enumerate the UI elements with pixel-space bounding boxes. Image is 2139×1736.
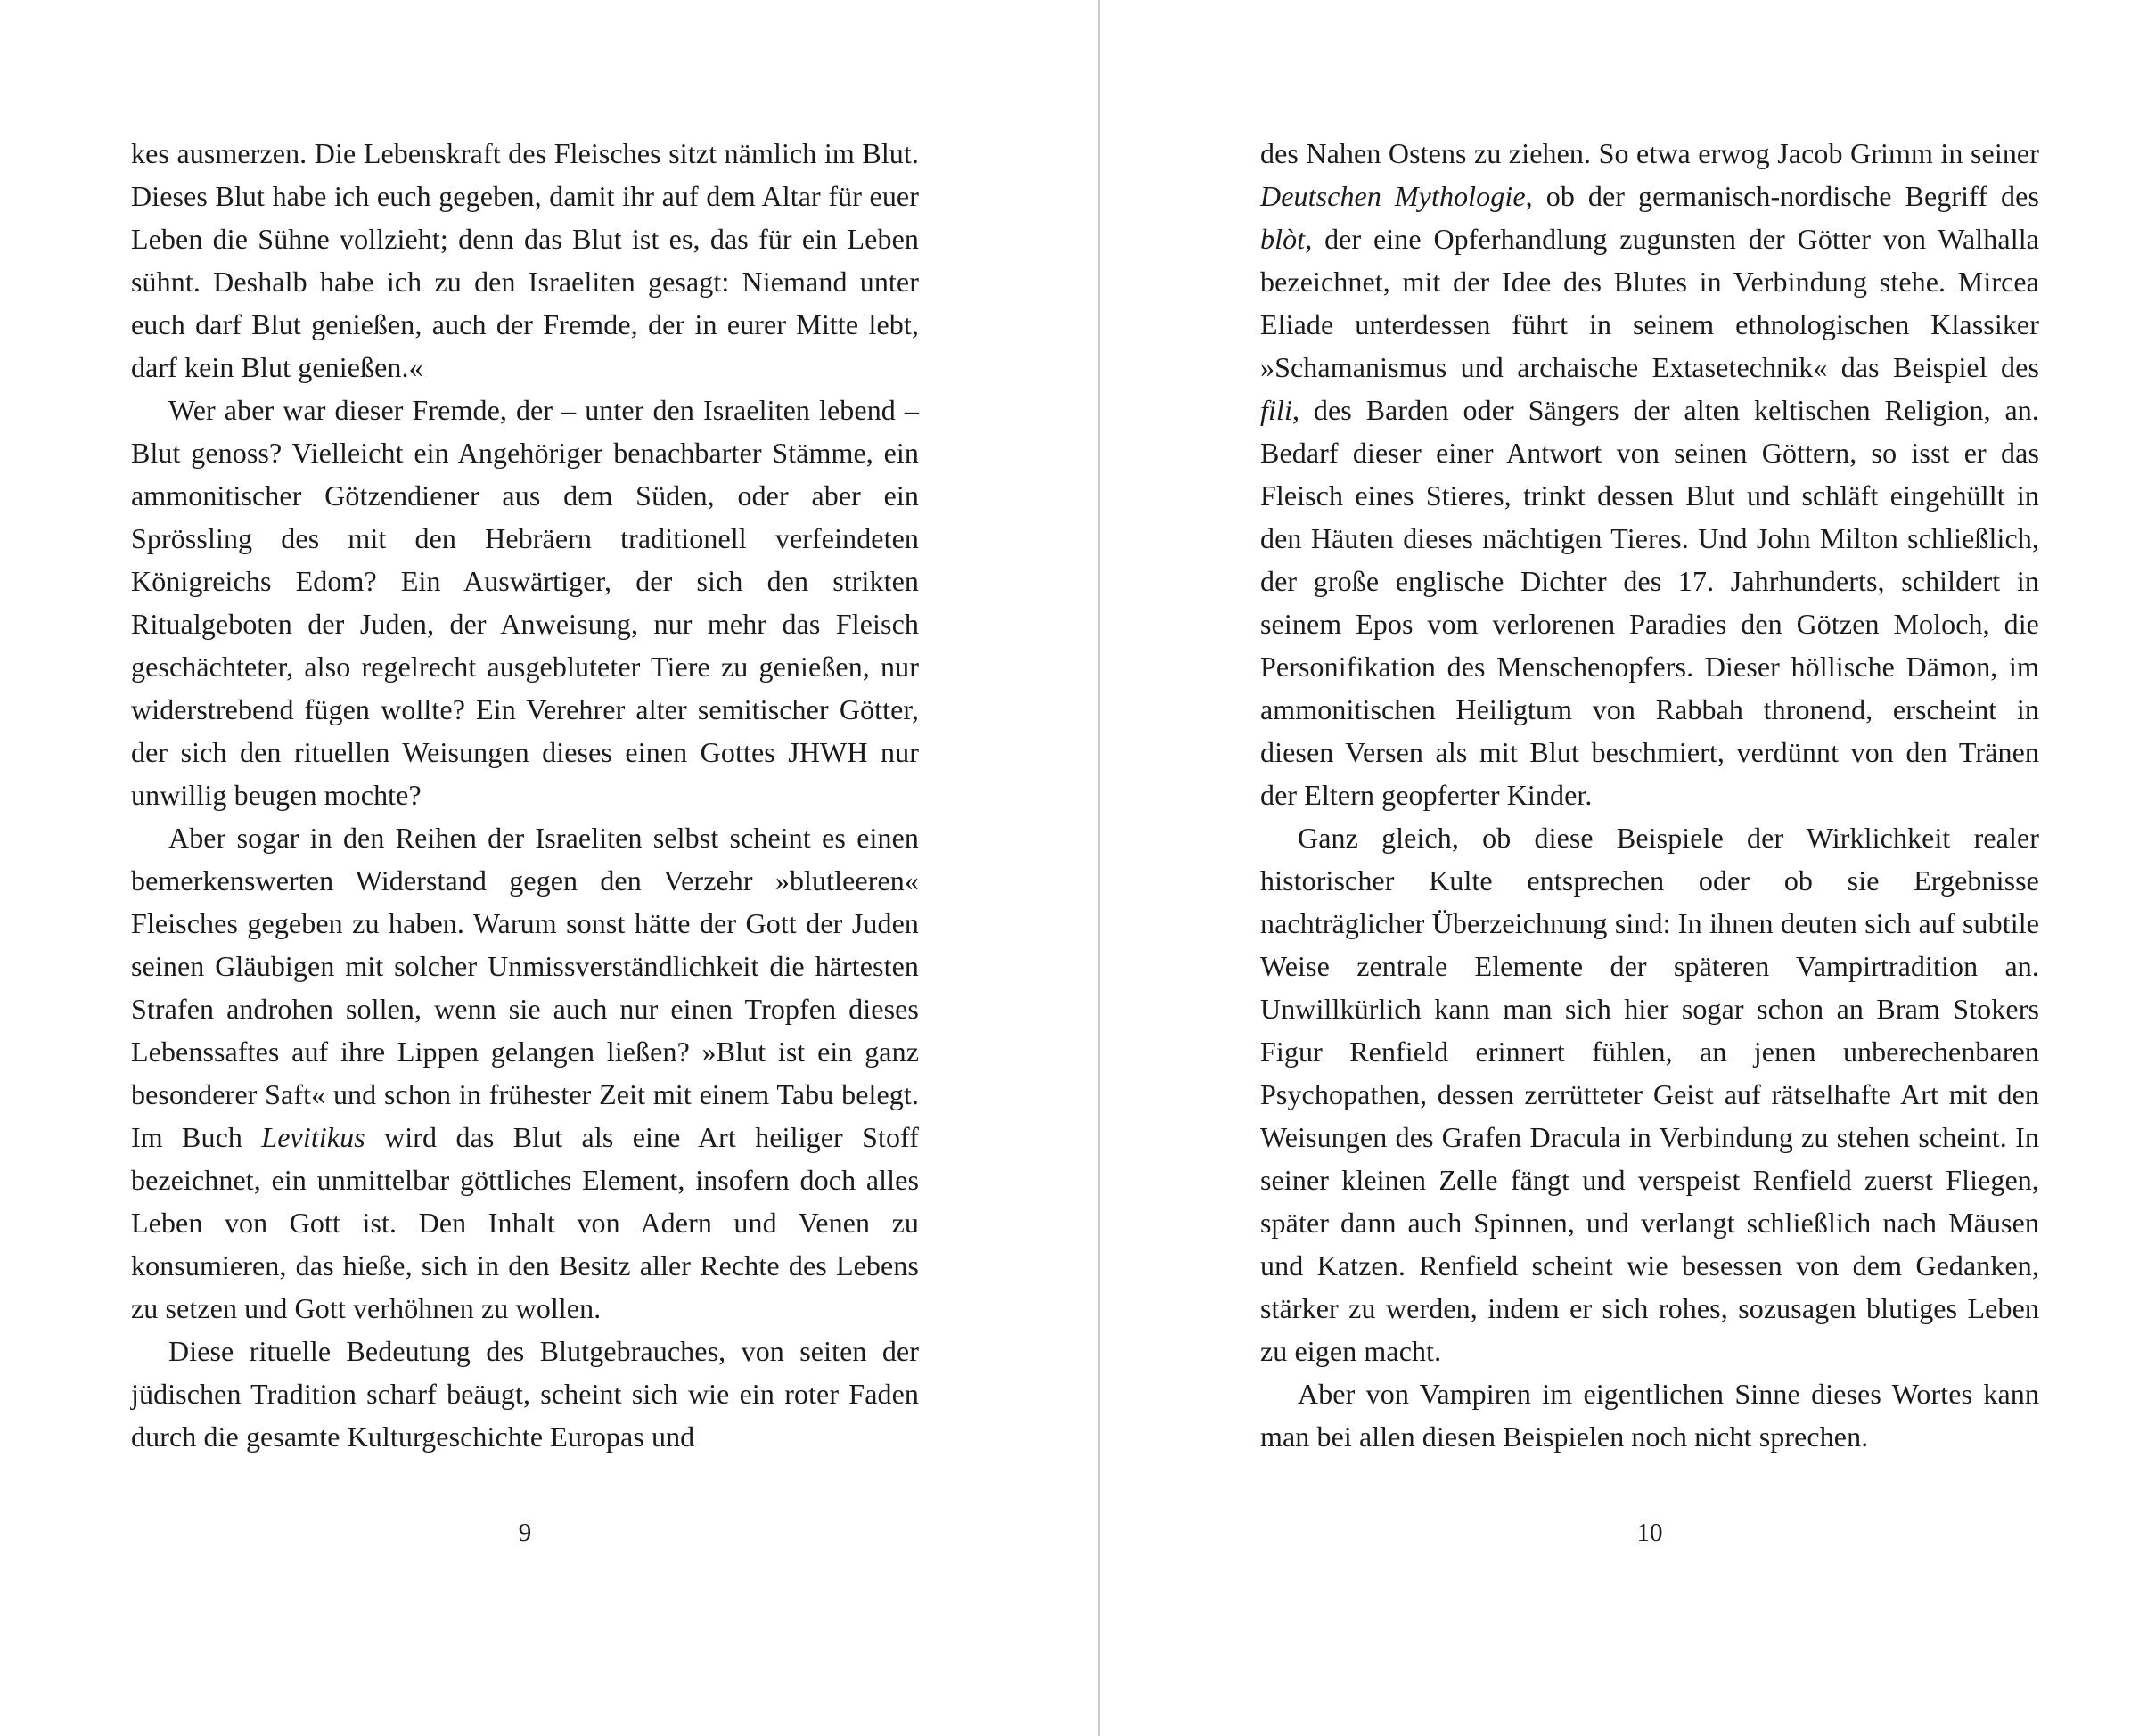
paragraph bbox=[1260, 816, 2039, 1372]
paragraph bbox=[131, 816, 919, 1330]
text-segment: kes ausmerzen. Die Lebenskraft des Fleisches sitzt nämlich im Blut. Dieses Blut habe ich euch gegeben, damit ihr auf dem Altar für euer Leben die Sühne vollzieht; denn das Blut ist es, das für ein Leben sühnt. Deshalb habe ich zu den Israeliten gesagt: Niemand unter euch darf Blut genießen, auch der Fremde, der in eurer Mitte lebt, darf kein Blut genießen.« bbox=[131, 137, 919, 383]
paragraph bbox=[131, 1330, 919, 1458]
page-divider bbox=[1098, 0, 1100, 1736]
paragraph bbox=[1260, 1372, 2039, 1458]
text-segment: Wer aber war dieser Fremde, der – unter den Israeliten lebend – Blut genoss? Vielleicht ein Angehöriger benachbarter Stämme, ein ammonitischer Götzendiener aus dem Süden, oder aber ein Sprössling des mit den Hebräern traditionell verfeindeten Königreichs Edom? Ein Auswärtiger, der sich den strikten Ritualgeboten der Juden, der Anweisung, nur mehr das Fleisch geschächteter, also regelrecht ausgebluteter Tiere zu genießen, nur widerstrebend fügen wollte? Ein Verehrer alter semitischer Götter, der sich den rituellen Weisungen dieses einen Gottes JHWH nur unwillig beugen mochte? bbox=[131, 394, 919, 811]
paragraph bbox=[131, 132, 919, 389]
paragraph bbox=[1260, 132, 2039, 816]
text-segment: Aber von Vampiren im eigentlichen Sinne dieses Wortes kann man bei allen diesen Beispielen noch nicht sprechen. bbox=[1260, 1378, 2039, 1453]
text-segment-italic: Deutschen Mythologie bbox=[1260, 180, 1526, 212]
text-segment: Diese rituelle Bedeutung des Blutgebrauches, von seiten der jüdischen Tradition scharf beäugt, scheint sich wie ein roter Faden durch die gesamte Kulturgeschichte Europas und bbox=[131, 1335, 919, 1453]
text-segment: , des Barden oder Sängers der alten keltischen Religion, an. Bedarf dieser einer Antwort von seinen Göttern, so isst er das Fleisch eines Stieres, trinkt dessen Blut und schläft eingehüllt in den Häuten dieses mächtigen Tieres. Und John Milton schließlich, der große englische Dichter des 17. Jahrhunderts, schildert in seinem Epos vom verlorenen Paradies den Götzen Moloch, die Personifikation des Menschenopfers. Dieser höllische Dämon, im ammonitischen Heiligtum von Rabbah thronend, erscheint in diesen Versen als mit Blut beschmiert, verdünnt von den Tränen der Eltern geopferter Kinder. bbox=[1260, 394, 2039, 811]
left-page-text-column bbox=[131, 132, 919, 1458]
right-page-number: 10 bbox=[1636, 1519, 1663, 1547]
text-segment-italic: fili bbox=[1260, 394, 1292, 426]
text-segment-italic: Levitikus bbox=[261, 1121, 365, 1153]
right-page-text-column bbox=[1260, 132, 2039, 1458]
text-segment: Aber sogar in den Reihen der Israeliten selbst scheint es einen bemerkenswerten Widerstand gegen den Verzehr »blutleeren« Fleisches gegeben zu haben. Warum sonst hätte der Gott der Juden seinen Gläubigen mit solcher Unmissverständlichkeit die härtesten Strafen androhen sollen, wenn sie auch nur einen Tropfen dieses Lebenssaftes auf ihre Lippen gelangen ließen? »Blut ist ein ganz besonderer Saft« und schon in frühester Zeit mit einem Tabu belegt. Im Buch bbox=[131, 822, 919, 1153]
text-segment: wird das Blut als eine Art heiliger Stoff bezeichnet, ein unmittelbar göttliches Element, insofern doch alles Leben von Gott ist. Den Inhalt von Adern und Venen zu konsumieren, das hieße, sich in den Besitz aller Rechte des Lebens zu setzen und Gott verhöhnen zu wollen. bbox=[131, 1121, 919, 1324]
text-segment: Ganz gleich, ob diese Beispiele der Wirklichkeit realer historischer Kulte entsprechen oder ob sie Ergebnisse nachträglicher Überzeichnung sind: In ihnen deuten sich auf subtile Weise zentrale Elemente der späteren Vampirtradition an. Unwillkürlich kann man sich hier sogar schon an Bram Stokers Figur Renfield erinnert fühlen, an jenen unberechenbaren Psychopathen, dessen zerrütteter Geist auf rätselhafte Art mit den Weisungen des Grafen Dracula in Verbindung zu stehen scheint. In seiner kleinen Zelle fängt und verspeist Renfield zuerst Fliegen, später dann auch Spinnen, und verlangt schließlich nach Mäusen und Katzen. Renfield scheint wie besessen von dem Gedanken, stärker zu werden, indem er sich rohes, sozusagen blutiges Leben zu eigen macht. bbox=[1260, 822, 2039, 1367]
text-segment: , ob der germanisch-nordische Begriff des bbox=[1525, 180, 2040, 212]
paragraph bbox=[131, 389, 919, 816]
text-segment: , der eine Opferhandlung zugunsten der Götter von Walhalla bezeichnet, mit der Idee des Blutes in Verbindung stehe. Mircea Eliade unterdessen führt in seinem ethnologischen Klassiker »Schamanismus und archaische Extasetechnik« das Beispiel des bbox=[1260, 223, 2039, 383]
text-segment: des Nahen Ostens zu ziehen. So etwa erwog Jacob Grimm in seiner bbox=[1260, 137, 2039, 169]
text-segment-italic: blòt bbox=[1260, 223, 1306, 255]
left-page-number: 9 bbox=[518, 1519, 532, 1547]
